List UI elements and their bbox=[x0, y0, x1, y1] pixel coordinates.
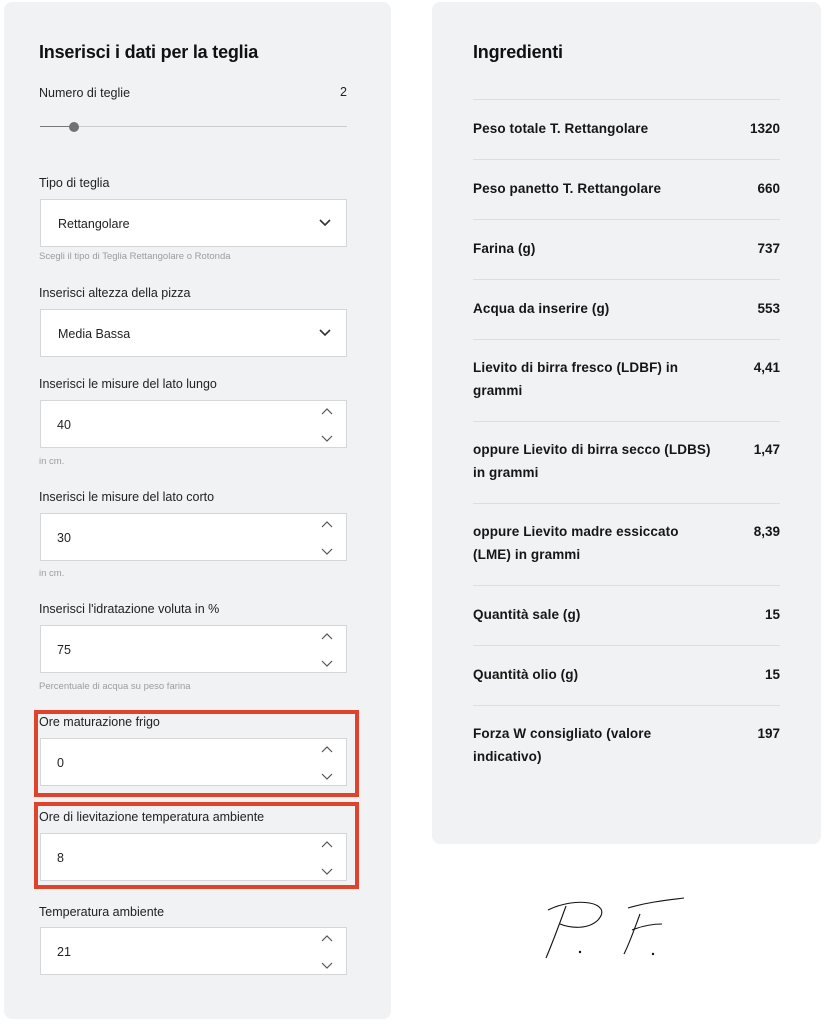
chevron-down-icon bbox=[318, 328, 332, 338]
ingredient-label: Lievito di birra fresco (LDBF) in grammi bbox=[473, 360, 679, 398]
tipo-teglia-value: Rettangolare bbox=[58, 217, 130, 231]
ingredient-value: 15 bbox=[764, 607, 780, 622]
lato-corto-value: 30 bbox=[57, 531, 71, 545]
row-divider bbox=[473, 219, 780, 220]
ingredient-value: 197 bbox=[757, 726, 780, 741]
idratazione-input[interactable] bbox=[40, 625, 347, 673]
tipo-teglia-select[interactable] bbox=[40, 199, 347, 247]
ingredient-label: Quantità sale (g) bbox=[473, 607, 581, 622]
ore-frigo-input[interactable] bbox=[40, 738, 347, 786]
altezza-label: Inserisci altezza della pizza bbox=[39, 286, 191, 300]
ingredient-value: 660 bbox=[757, 181, 780, 196]
num-teglie-slider-thumb[interactable] bbox=[69, 122, 79, 132]
number-spinner-icon[interactable] bbox=[320, 840, 334, 876]
lato-corto-hint: in cm. bbox=[39, 568, 65, 579]
temperatura-label: Temperatura ambiente bbox=[39, 905, 165, 919]
ingredient-label: Quantità olio (g) bbox=[473, 667, 579, 682]
tipo-teglia-label: Tipo di teglia bbox=[39, 176, 110, 190]
altezza-value: Media Bassa bbox=[58, 327, 131, 341]
lato-lungo-hint: in cm. bbox=[39, 456, 65, 467]
altezza-select[interactable] bbox=[40, 309, 347, 357]
row-divider bbox=[473, 99, 780, 100]
ore-ambiente-value: 8 bbox=[57, 851, 64, 865]
ingredient-value: 15 bbox=[764, 667, 780, 682]
ingredient-value: 8,39 bbox=[753, 524, 780, 539]
ore-ambiente-label: Ore di lievitazione temperatura ambiente bbox=[39, 810, 265, 824]
row-divider bbox=[473, 339, 780, 340]
temperatura-value: 21 bbox=[57, 945, 71, 959]
ingredient-label: Acqua da inserire (g) bbox=[473, 301, 610, 316]
ingredient-label: oppure Lievito di birra secco (LDBS) in grammi bbox=[473, 442, 711, 480]
lato-lungo-label: Inserisci le misure del lato lungo bbox=[39, 377, 217, 391]
num-teglie-label: Numero di teglie bbox=[39, 86, 131, 100]
row-divider bbox=[473, 645, 780, 646]
ore-ambiente-input[interactable] bbox=[40, 833, 347, 881]
lato-corto-label: Inserisci le misure del lato corto bbox=[39, 490, 215, 504]
idratazione-label: Inserisci l'idratazione voluta in % bbox=[39, 602, 220, 616]
row-divider bbox=[473, 503, 780, 504]
temperatura-input[interactable] bbox=[40, 927, 347, 975]
signature-image bbox=[536, 888, 692, 968]
idratazione-value: 75 bbox=[57, 643, 71, 657]
input-panel-title: Inserisci i dati per la teglia bbox=[39, 42, 259, 62]
number-spinner-icon[interactable] bbox=[320, 934, 334, 970]
ore-frigo-label: Ore maturazione frigo bbox=[39, 715, 160, 729]
chevron-down-icon bbox=[318, 218, 332, 228]
ingredient-label: Peso panetto T. Rettangolare bbox=[473, 181, 662, 196]
ingredient-label: oppure Lievito madre essiccato (LME) in grammi bbox=[473, 524, 679, 562]
row-divider bbox=[473, 421, 780, 422]
idratazione-hint: Percentuale di acqua su peso farina bbox=[39, 681, 191, 692]
ingredient-label: Forza W consigliato (valore indicativo) bbox=[473, 726, 652, 764]
ingredient-label: Peso totale T. Rettangolare bbox=[473, 121, 649, 136]
ingredient-label: Farina (g) bbox=[473, 241, 536, 256]
number-spinner-icon[interactable] bbox=[320, 407, 334, 443]
ingredient-value: 1,47 bbox=[753, 442, 780, 457]
ingredient-value: 4,41 bbox=[753, 360, 780, 375]
row-divider bbox=[473, 159, 780, 160]
number-spinner-icon[interactable] bbox=[320, 632, 334, 668]
lato-corto-input[interactable] bbox=[40, 513, 347, 561]
row-divider bbox=[473, 585, 780, 586]
row-divider bbox=[473, 705, 780, 706]
num-teglie-slider-track[interactable] bbox=[40, 126, 347, 127]
ingredient-value: 737 bbox=[757, 241, 780, 256]
tipo-teglia-hint: Scegli il tipo di Teglia Rettangolare o Rotonda bbox=[39, 251, 231, 262]
ingredient-value: 553 bbox=[757, 301, 780, 316]
number-spinner-icon[interactable] bbox=[320, 745, 334, 781]
number-spinner-icon[interactable] bbox=[320, 520, 334, 556]
ingredient-value: 1320 bbox=[749, 121, 780, 136]
num-teglie-value: 2 bbox=[340, 85, 347, 99]
lato-lungo-value: 40 bbox=[57, 418, 71, 432]
lato-lungo-input[interactable] bbox=[40, 400, 347, 448]
ingredients-title: Ingredienti bbox=[473, 42, 563, 62]
ore-frigo-value: 0 bbox=[57, 756, 64, 770]
row-divider bbox=[473, 279, 780, 280]
